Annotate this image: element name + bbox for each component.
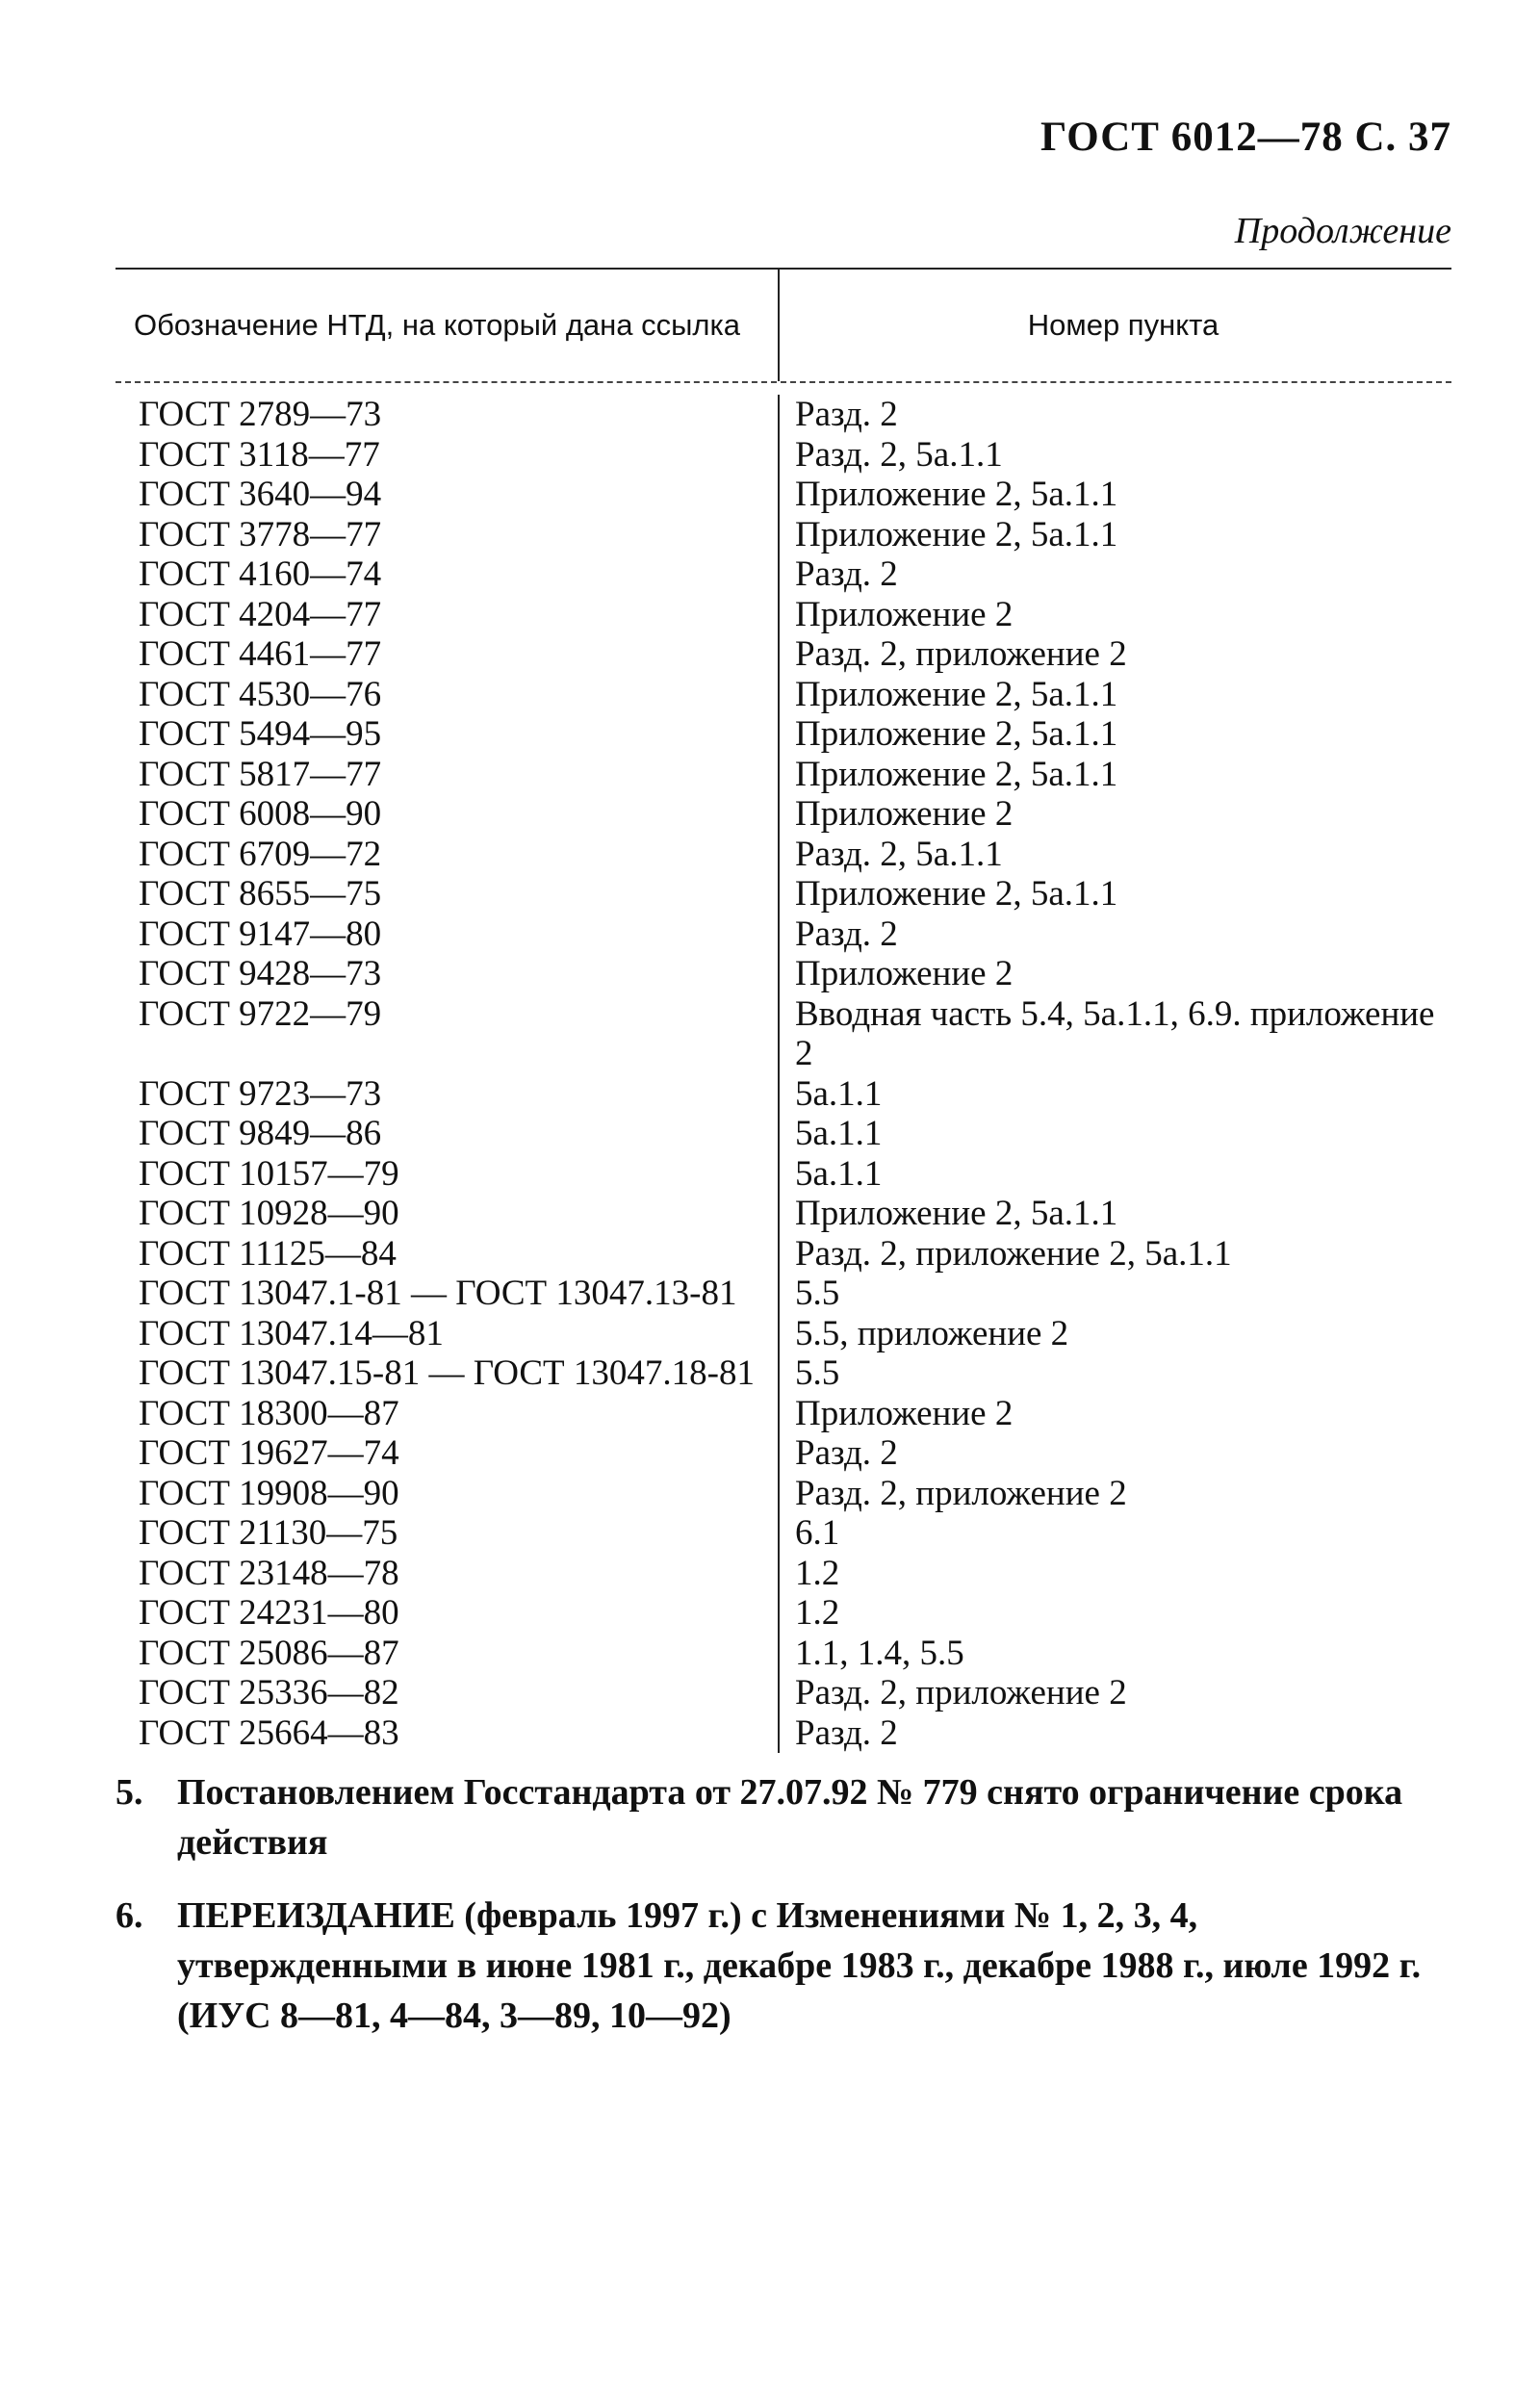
clause-number-cell: 1.2	[778, 1593, 1451, 1634]
document-designation-cell: ГОСТ 5817—77	[139, 754, 382, 794]
clause-number-cell: Разд. 2	[778, 1433, 1451, 1474]
note-item	[116, 1767, 1451, 1867]
note-text: Постановлением Госстандарта от 27.07.92 № 779 снято ограничение срока действия	[177, 1772, 1403, 1863]
table-row	[116, 554, 1451, 595]
document-designation-cell: ГОСТ 13047.14—81	[139, 1313, 444, 1353]
document-designation-cell: ГОСТ 24231—80	[139, 1593, 399, 1633]
clause-number-cell: Разд. 2	[778, 554, 1451, 595]
clause-number-cell: 5.5	[778, 1274, 1451, 1314]
clause-number-cell: Разд. 2, приложение 2	[778, 1474, 1451, 1514]
clause-number-cell: 5а.1.1	[778, 1114, 1451, 1154]
clause-number-cell: Приложение 2, 5а.1.1	[778, 874, 1451, 914]
clause-number-cell: 6.1	[778, 1513, 1451, 1554]
table-row	[116, 1593, 1451, 1634]
document-designation-cell: ГОСТ 4461—77	[139, 634, 382, 674]
table-header	[116, 270, 1451, 383]
document-designation-cell: ГОСТ 25664—83	[139, 1713, 399, 1753]
document-designation-cell: ГОСТ 4204—77	[139, 594, 382, 634]
table-row	[116, 914, 1451, 955]
document-designation-cell: ГОСТ 8655—75	[139, 874, 382, 914]
clause-number-cell: Разд. 2, 5а.1.1	[778, 435, 1451, 476]
table-row	[116, 954, 1451, 994]
table-row	[116, 1634, 1451, 1674]
document-designation-cell: ГОСТ 23148—78	[139, 1553, 399, 1593]
table-row	[116, 595, 1451, 635]
document-designation-cell: ГОСТ 13047.15-81 — ГОСТ 13047.18-81	[139, 1353, 755, 1393]
clause-number-cell: Вводная часть 5.4, 5а.1.1, 6.9. приложение 2	[778, 994, 1451, 1074]
table-row	[116, 1234, 1451, 1275]
clause-number-cell: 5.5, приложение 2	[778, 1314, 1451, 1354]
clause-number-cell: Приложение 2	[778, 954, 1451, 994]
clause-number-cell: 1.1, 1.4, 5.5	[778, 1634, 1451, 1674]
clause-number-cell: Приложение 2, 5а.1.1	[778, 475, 1451, 515]
clause-number-cell: Приложение 2	[778, 1394, 1451, 1434]
table-row	[116, 1713, 1451, 1754]
document-designation-cell: ГОСТ 25086—87	[139, 1633, 399, 1673]
page-header: ГОСТ 6012—78 С. 37	[1040, 115, 1451, 160]
document-designation-cell: ГОСТ 3778—77	[139, 514, 382, 554]
clause-number-cell: Приложение 2, 5а.1.1	[778, 1194, 1451, 1234]
clause-number-cell: Приложение 2	[778, 595, 1451, 635]
table-body	[116, 383, 1451, 1753]
clause-number-cell: Приложение 2, 5а.1.1	[778, 755, 1451, 795]
document-designation-cell: ГОСТ 13047.1-81 — ГОСТ 13047.13-81	[139, 1274, 737, 1313]
document-designation-cell: ГОСТ 3640—94	[139, 475, 382, 514]
table-row	[116, 874, 1451, 914]
clause-number-cell: 5а.1.1	[778, 1154, 1451, 1195]
note-number: 5.	[116, 1772, 143, 1813]
table-row	[116, 1513, 1451, 1554]
table-row	[116, 1074, 1451, 1115]
document-designation-cell: ГОСТ 10157—79	[139, 1153, 399, 1194]
table-row	[116, 755, 1451, 795]
clause-number-cell: Разд. 2	[778, 395, 1451, 435]
table-row	[116, 994, 1451, 1074]
note-text: ПЕРЕИЗДАНИЕ (февраль 1997 г.) с Изменениями № 1, 2, 3, 4, утвержденными в июне 1981 г., декабре 1983 г., декабре 1988 г., июле 1992 г. (ИУС 8—81, 4—84, 3—89, 10—92)	[177, 1895, 1422, 2036]
document-designation-cell: ГОСТ 10928—90	[139, 1194, 399, 1233]
document-designation-cell: ГОСТ 5494—95	[139, 714, 382, 754]
table-row	[116, 634, 1451, 675]
notes-section	[116, 1767, 1451, 2064]
table-row	[116, 714, 1451, 755]
document-designation-cell: ГОСТ 9147—80	[139, 914, 382, 954]
column-header-document: Обозначение НТД, на который дана ссылка	[134, 307, 740, 342]
table-row	[116, 1673, 1451, 1713]
document-designation-cell: ГОСТ 9428—73	[139, 954, 382, 993]
clause-number-cell: Разд. 2, приложение 2	[778, 634, 1451, 675]
table-row	[116, 435, 1451, 476]
document-designation-cell: ГОСТ 9722—79	[139, 993, 382, 1034]
table-row	[116, 395, 1451, 435]
document-designation-cell: ГОСТ 6709—72	[139, 834, 382, 874]
document-designation-cell: ГОСТ 2789—73	[139, 395, 382, 434]
document-designation-cell: ГОСТ 19908—90	[139, 1473, 399, 1513]
document-designation-cell: ГОСТ 6008—90	[139, 794, 382, 834]
table-row	[116, 1274, 1451, 1314]
table-row	[116, 1474, 1451, 1514]
table-row	[116, 794, 1451, 835]
table-row	[116, 475, 1451, 515]
table-row	[116, 1314, 1451, 1354]
document-designation-cell: ГОСТ 9849—86	[139, 1114, 382, 1153]
clause-number-cell: Разд. 2, приложение 2, 5а.1.1	[778, 1234, 1451, 1275]
document-designation-cell: ГОСТ 25336—82	[139, 1673, 399, 1713]
table-row	[116, 1114, 1451, 1154]
clause-number-cell: Приложение 2	[778, 794, 1451, 835]
document-designation-cell: ГОСТ 4160—74	[139, 554, 382, 594]
clause-number-cell: Приложение 2, 5а.1.1	[778, 515, 1451, 555]
document-designation-cell: ГОСТ 9723—73	[139, 1073, 382, 1114]
document-designation-cell: ГОСТ 18300—87	[139, 1393, 399, 1433]
table-row	[116, 1154, 1451, 1195]
column-header-clause: Номер пункта	[778, 270, 1451, 381]
document-designation-cell: ГОСТ 11125—84	[139, 1233, 397, 1274]
table-row	[116, 1554, 1451, 1594]
clause-number-cell: Приложение 2, 5а.1.1	[778, 675, 1451, 715]
reference-table	[116, 268, 1451, 1753]
clause-number-cell: Приложение 2, 5а.1.1	[778, 714, 1451, 755]
clause-number-cell: Разд. 2, приложение 2	[778, 1673, 1451, 1713]
table-row	[116, 1194, 1451, 1234]
note-number: 6.	[116, 1895, 143, 1936]
table-row	[116, 1394, 1451, 1434]
document-designation-cell: ГОСТ 21130—75	[139, 1513, 398, 1553]
table-row	[116, 1433, 1451, 1474]
clause-number-cell: 1.2	[778, 1554, 1451, 1594]
document-designation-cell: ГОСТ 19627—74	[139, 1433, 399, 1473]
clause-number-cell: Разд. 2, 5а.1.1	[778, 835, 1451, 875]
document-designation-cell: ГОСТ 3118—77	[139, 434, 380, 475]
document-designation-cell: ГОСТ 4530—76	[139, 674, 382, 714]
table-row	[116, 515, 1451, 555]
clause-number-cell: Разд. 2	[778, 914, 1451, 955]
table-row	[116, 835, 1451, 875]
note-item	[116, 1891, 1451, 2041]
clause-number-cell: Разд. 2	[778, 1713, 1451, 1754]
table-row	[116, 675, 1451, 715]
table-row	[116, 1353, 1451, 1394]
clause-number-cell: 5.5	[778, 1353, 1451, 1394]
clause-number-cell: 5а.1.1	[778, 1074, 1451, 1115]
continuation-label: Продолжение	[1234, 211, 1451, 251]
